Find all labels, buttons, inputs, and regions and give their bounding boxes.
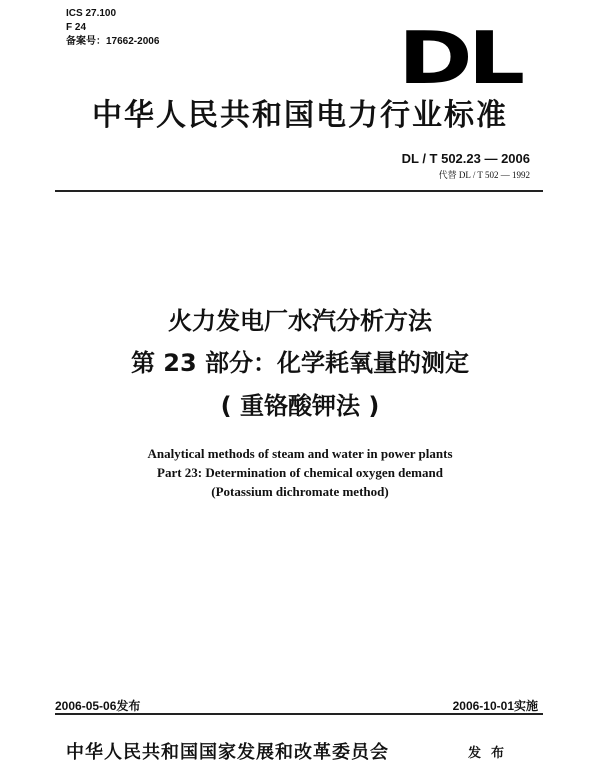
title-cn-line3: ( 重铬酸钾法 )	[220, 392, 380, 420]
title-en-line3: (Potassium dichromate method)	[211, 484, 389, 499]
implementation-date: 2006-10-01实施	[452, 699, 538, 713]
replaces-standard: 代替 DL / T 502 — 1992	[438, 170, 530, 180]
title-en-line1: Analytical methods of steam and water in power plants	[147, 446, 453, 461]
ics-number: ICS 27.100	[66, 8, 117, 19]
standard-code: DL / T 502.23 — 2006	[401, 151, 530, 166]
publish-label: 发布	[468, 746, 515, 761]
title-en-line2: Part 23: Determination of chemical oxygen demand	[157, 465, 443, 480]
title-cn-line1: 火力发电厂水汽分析方法	[168, 307, 432, 335]
title-cn-line2: 第 23 部分：化学耗氧量的测定	[130, 349, 470, 377]
organization-heading: 中华人民共和国电力行业标准	[92, 98, 508, 133]
bottom-divider	[55, 713, 543, 715]
publisher-name: 中华人民共和国国家发展和改革委员会	[66, 742, 389, 763]
dl-logo: DL	[398, 16, 521, 100]
issue-date: 2006-05-06发布	[55, 699, 141, 713]
classification-code: F 24	[66, 22, 87, 33]
record-number: 备案号：17662-2006	[66, 36, 160, 47]
top-divider	[55, 190, 543, 192]
